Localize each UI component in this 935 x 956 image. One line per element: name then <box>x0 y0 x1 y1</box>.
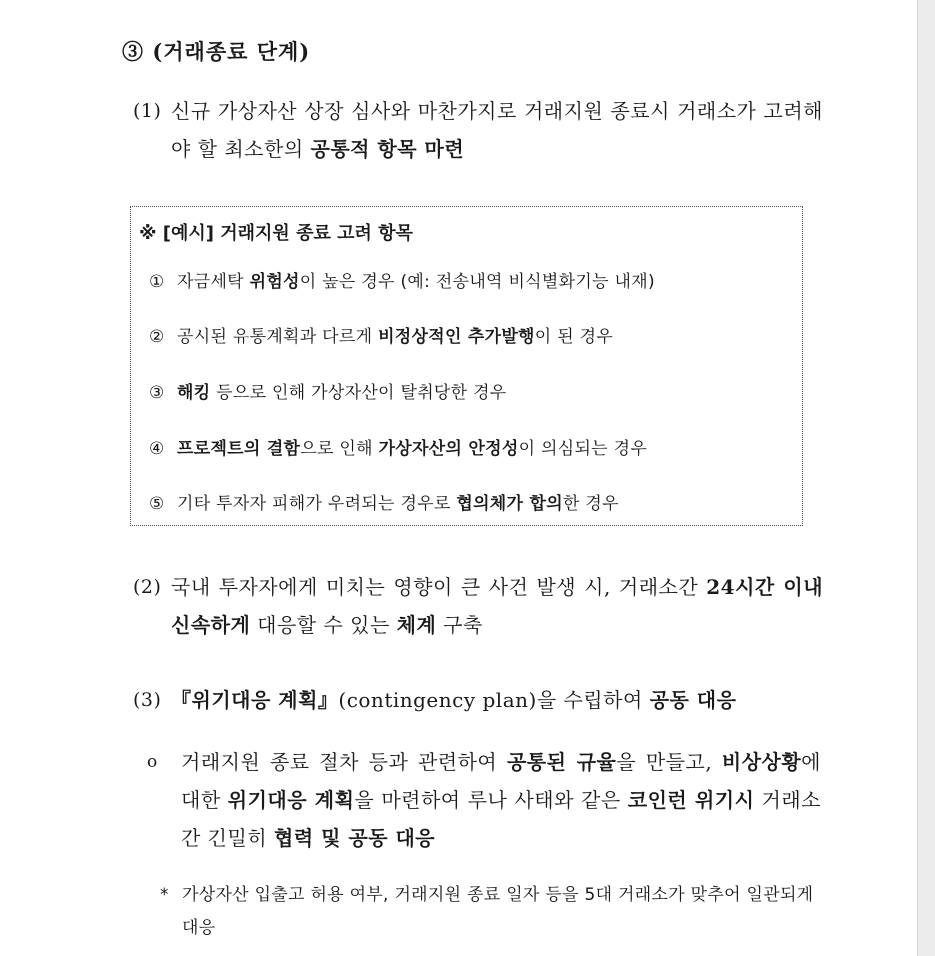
emphasis-text: 공동 대응 <box>649 688 737 712</box>
sub-paragraph: o 거래지원 종료 절차 등과 관련하여 공통된 규율을 만들고, 비상상황에 대한 위기대응 계획을 마련하여 루나 사태와 같은 코인런 위기시 거래소간 긴밀히 협력 및 공동 대응 <box>145 743 821 857</box>
section-title: (거래종료 단계) <box>152 39 311 64</box>
item-number: ③ <box>149 383 165 403</box>
footnote <box>160 879 822 945</box>
box-title: ※ [예시] 거래지원 종료 고려 항목 <box>139 223 413 244</box>
emphasis-text: 협의체가 합의 <box>456 494 563 514</box>
emphasis-text: 『위기대응 계획』 <box>171 688 339 712</box>
emphasis-text: 프로젝트의 결함 <box>177 439 301 459</box>
emphasis-text: 24시간 이내 신속하게 <box>171 575 824 637</box>
paragraph-number: (3) <box>133 689 162 711</box>
box-item-3: ③ 해킹 등으로 인해 가상자산이 탈취당한 경우 <box>149 383 507 403</box>
item-number: ④ <box>149 439 165 459</box>
footnote-marker: * <box>160 885 169 905</box>
item-number: ① <box>149 272 165 292</box>
item-number: ⑤ <box>149 494 165 514</box>
section-heading <box>122 36 310 66</box>
emphasis-text: 위험성 <box>249 272 300 292</box>
example-box <box>130 206 803 526</box>
page-edge-strip <box>917 0 935 956</box>
emphasis-text: 체계 <box>396 613 437 637</box>
emphasis-text: 위기대응 계획 <box>227 788 355 812</box>
box-item-5: ⑤ 기타 투자자 피해가 우려되는 경우로 협의체가 합의한 경우 <box>149 494 619 514</box>
paragraph-1 <box>133 92 823 168</box>
emphasis-text: 공통된 규율 <box>506 750 617 774</box>
item-number: ② <box>149 327 165 347</box>
section-marker: ③ <box>122 39 144 64</box>
footnote-text: 가상자산 입출고 허용 여부, 거래지원 종료 일자 등을 5대 거래소가 맞추어 일관되게 대응 <box>182 885 814 938</box>
emphasis-text: 비정상적인 추가발행 <box>378 327 535 347</box>
emphasis-text: 가상자산의 안정성 <box>378 439 519 459</box>
emphasis-text: 코인런 위기시 <box>627 788 755 812</box>
emphasis-text: 비상상황 <box>721 750 802 774</box>
paragraph-2: (2) 국내 투자자에게 미치는 영향이 큰 사건 발생 시, 거래소간 24시간 이내 신속하게 대응할 수 있는 체계 구축 <box>133 568 823 644</box>
paragraph-number: (2) <box>133 576 162 598</box>
paragraph-number: (1) <box>133 100 162 122</box>
emphasis-text: 협력 및 공동 대응 <box>274 826 436 850</box>
paragraph-3: (3) 『위기대응 계획』(contingency plan)을 수립하여 공동 대응 <box>133 681 823 719</box>
box-item-4: ④ 프로젝트의 결함으로 인해 가상자산의 안정성이 의심되는 경우 <box>149 439 648 459</box>
box-item-1: ① 자금세탁 위험성이 높은 경우 (예: 전송내역 비식별화기능 내재) <box>149 272 655 292</box>
emphasis-text: 공통적 항목 마련 <box>310 137 465 161</box>
box-item-2: ② 공시된 유통계획과 다르게 비정상적인 추가발행이 된 경우 <box>149 327 614 347</box>
paragraph-text: 신규 가상자산 상장 심사와 마찬가지로 거래지원 종료시 거래소가 고려해야 할 최소한의 <box>171 99 823 161</box>
bullet-icon: o <box>147 752 158 772</box>
emphasis-text: 해킹 <box>177 383 211 403</box>
